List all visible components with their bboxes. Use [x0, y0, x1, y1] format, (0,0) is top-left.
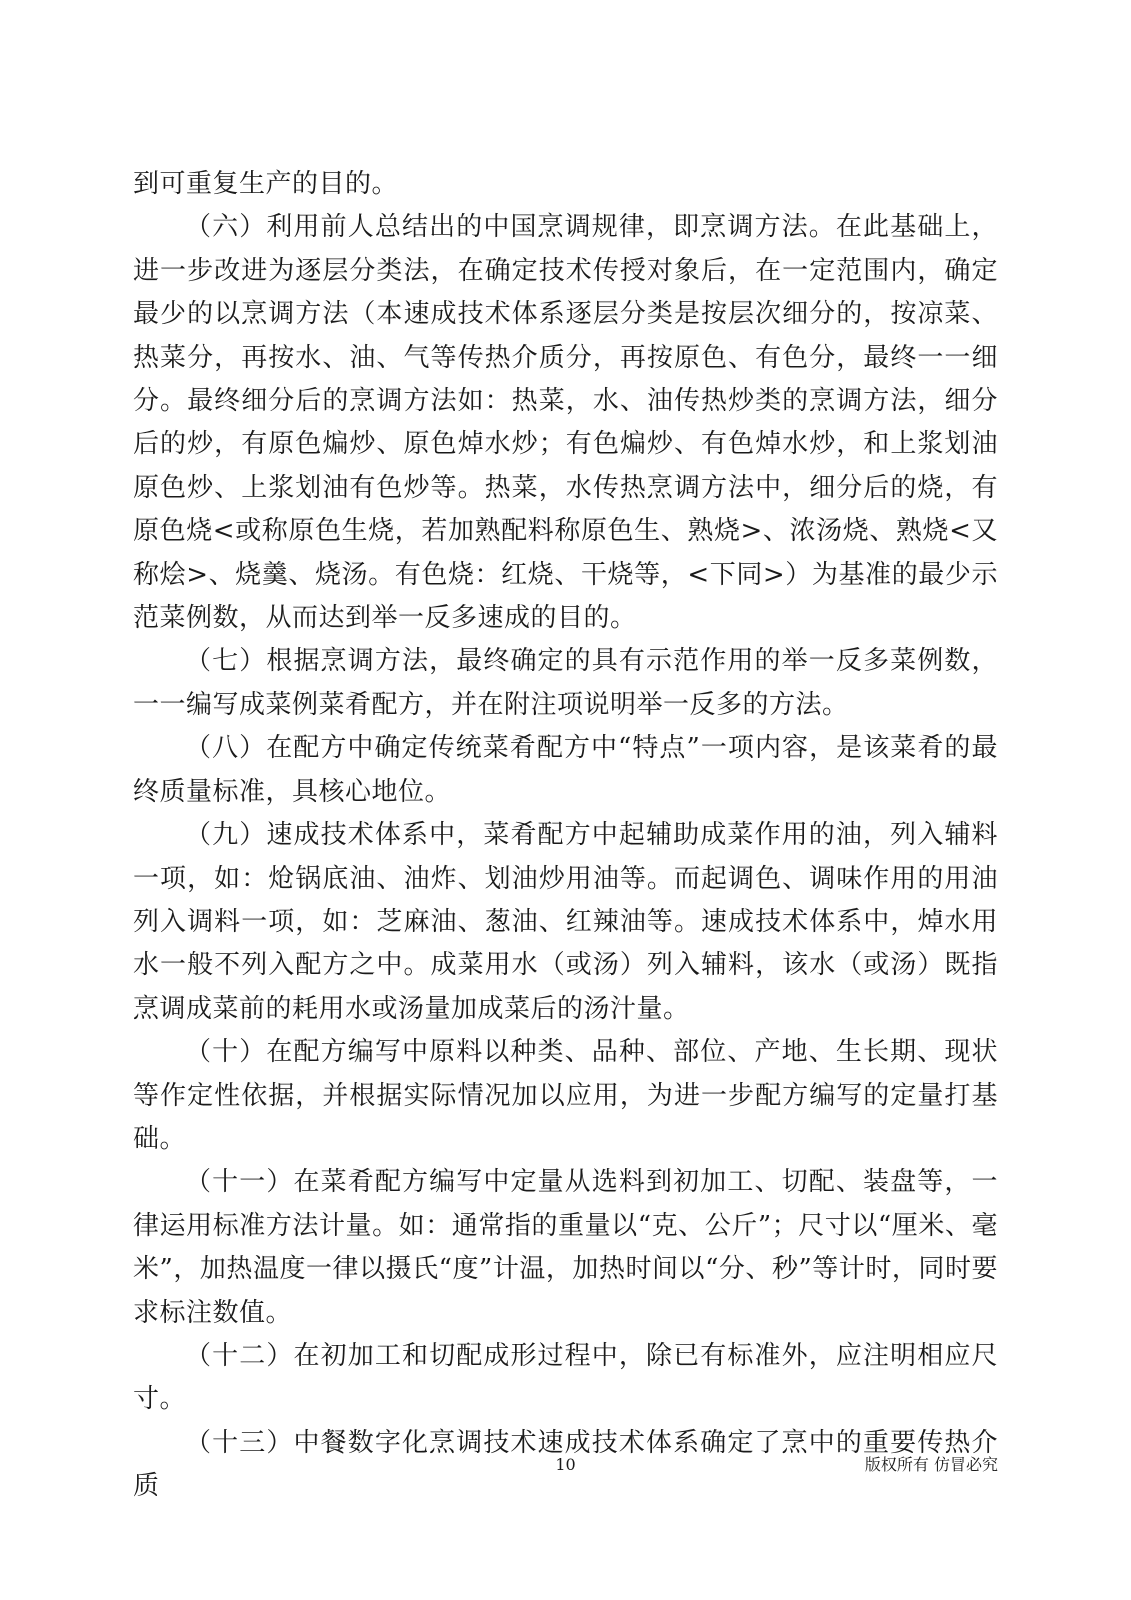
body-text [133, 163, 998, 1509]
paragraph-item-9: （九）速成技术体系中，菜肴配方中起辅助成菜作用的油，列入辅料一项，如：炝锅底油、油炸、划油炒用油等。而起调色、调味作用的用油列入调料一项，如：芝麻油、葱油、红辣油等。速成技术体系中，焯水用水一般不列入配方之中。成菜用水（或汤）列入辅料，该水（或汤）既指烹调成菜前的耗用水或汤量加成菜后的汤汁量。 [133, 820, 998, 1024]
paragraph-item-10: （十）在配方编写中原料以种类、品种、部位、产地、生长期、现状等作定性依据，并根据实际情况加以应用，为进一步配方编写的定量打基础。 [133, 1037, 998, 1154]
paragraph-item-12: （十二）在初加工和切配成形过程中，除已有标准外，应注明相应尺寸。 [133, 1340, 998, 1415]
paragraph-item-7: （七）根据烹调方法，最终确定的具有示范作用的举一反多菜例数，一一编写成菜例菜肴配方，并在附注项说明举一反多的方法。 [133, 646, 998, 720]
paragraph-item-8: （八）在配方中确定传统菜肴配方中“特点”一项内容，是该菜肴的最终质量标准，具核心地位。 [133, 733, 998, 807]
copyright-notice: 版权所有 仿冒必究 [864, 1455, 998, 1474]
paragraph-item-11: （十一）在菜肴配方编写中定量从选料到初加工、切配、装盘等，一律运用标准方法计量。如：通常指的重量以“克、公斤”；尺寸以“厘米、毫米”，加热温度一律以摄氏“度”计温，加热时间以“分、秒”等计时，同时要求标注数值。 [133, 1167, 998, 1328]
paragraph-item-6: （六）利用前人总结出的中国烹调规律，即烹调方法。在此基础上，进一步改进为逐层分类法，在确定技术传授对象后，在一定范围内，确定最少的以烹调方法（本速成技术体系逐层分类是按层次细分的，按凉菜、热菜分，再按水、油、气等传热介质分，再按原色、有色分，最终一一细分。最终细分后的烹调方法如：热菜，水、油传热炒类的烹调方法，细分后的炒，有原色煸炒、原色焯水炒；有色煸炒、有色焯水炒，和上浆划油原色炒、上浆划油有色炒等。热菜，水传热烹调方法中，细分后的烧，有原色烧<或称原色生烧，若加熟配料称原色生、熟烧>、浓汤烧、熟烧<又称烩>、烧羹、烧汤。有色烧：红烧、干烧等，<下同>）为基准的最少示范菜例数，从而达到举一反多速成的目的。 [133, 212, 998, 634]
page-number: 10 [555, 1455, 576, 1474]
paragraph-continuation: 到可重复生产的目的。 [133, 169, 399, 199]
paragraph-item-13: （十三）中餐数字化烹调技术速成技术体系确定了烹中的重要传热介质 [133, 1427, 998, 1502]
